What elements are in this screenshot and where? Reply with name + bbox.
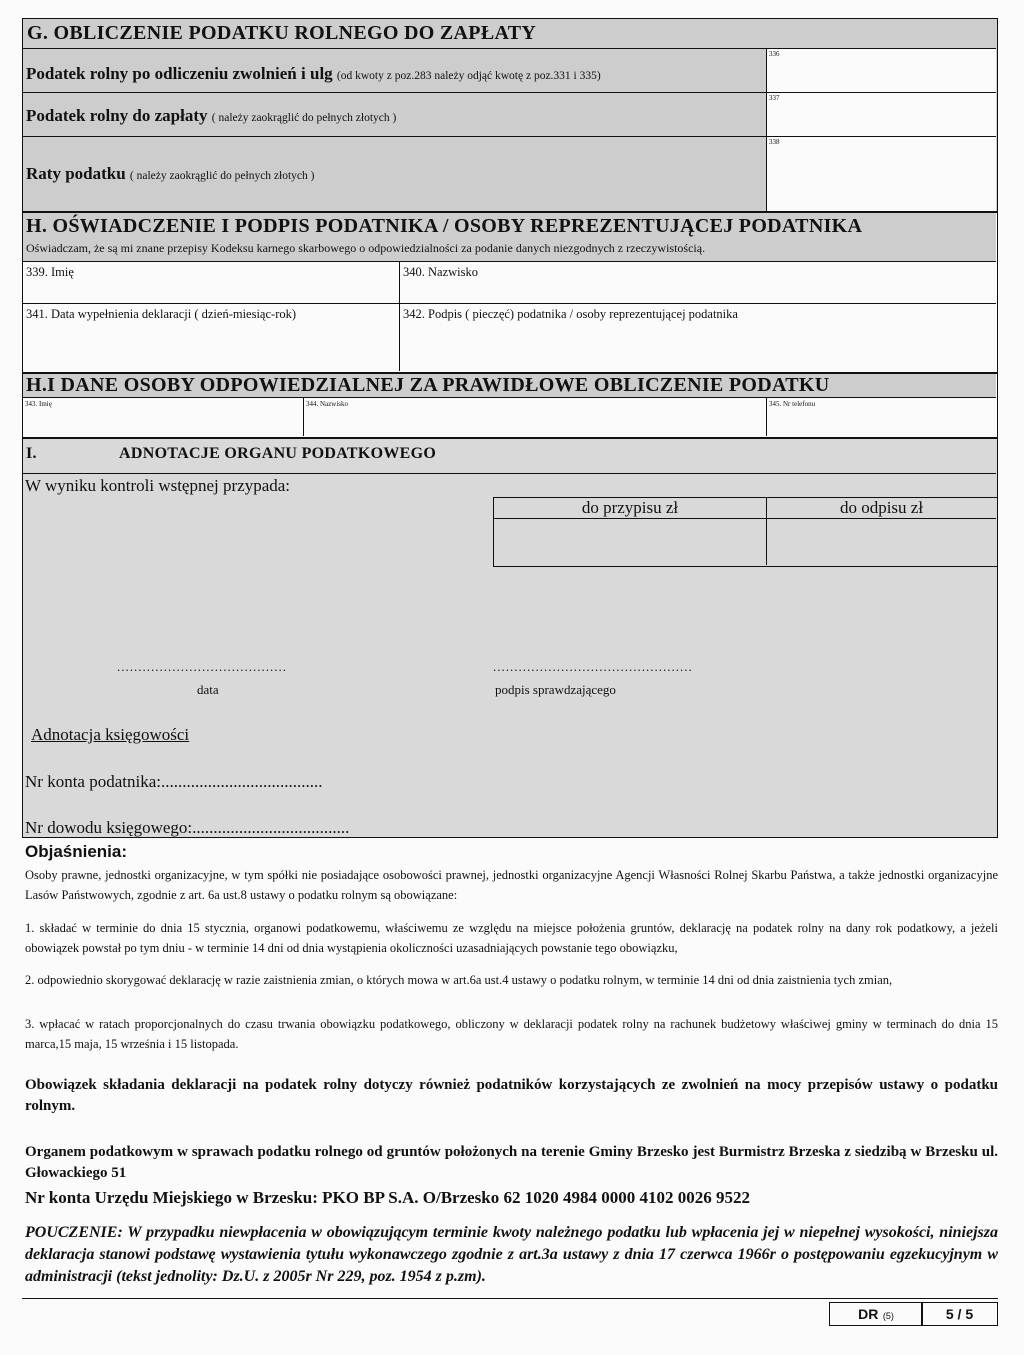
amounts-table (493, 497, 998, 567)
col-odpis-header: do odpisu zł (766, 498, 996, 518)
obligation-note: Obowiązek składania deklaracji na podatek rolny dotyczy również podatników korzystających ze zwolnień na mocy przepisów ustawy o podatku rolnym. (25, 1077, 998, 1114)
page-number: 5 / 5 (945, 1306, 974, 1322)
section-i-title-no: I. (26, 445, 37, 462)
field-344[interactable]: 344. Nazwisko (303, 397, 766, 436)
field-337-input[interactable]: 337 (766, 93, 996, 137)
section-h1-header (23, 374, 996, 397)
field-343[interactable]: 343. Imię (23, 397, 303, 436)
sign-label: podpis sprawdzającego (495, 682, 616, 697)
bottom-rule (22, 1298, 998, 1299)
sign-dots: ............................................... (493, 659, 693, 674)
form-code-box (829, 1302, 923, 1326)
date-label: data (197, 682, 219, 697)
control-label: W wyniku kontroli wstępnej przypada: (25, 476, 291, 495)
field-345[interactable]: 345. Nr telefonu (766, 397, 996, 436)
date-dots: ........................................ (117, 659, 287, 674)
row-338-label: Raty podatku ( należy zaokrąglić do pełnych złotych ) (26, 164, 315, 183)
explanations-point-2: 2. odpowiednio skorygować deklarację w razie zaistnienia zmian, o których mowa w art.6a ust.4 ustawy o podatku rolnym, w terminie 14 dni od dnia zaistnienia tych zmian, (25, 973, 893, 987)
przypis-amount-field[interactable] (494, 518, 766, 565)
section-g-title: G. OBLICZENIE PODATKU ROLNEGO DO ZAPŁATY (27, 22, 537, 44)
explanations-title: Objaśnienia: (25, 842, 128, 861)
authority-note: Organem podatkowym w sprawach podatku rolnego od gruntów położonych na terenie Gminy Brzesko jest Burmistrz Brzeska z siedzibą w Brzesku ul. Głowackiego 51 (25, 1144, 998, 1181)
form-sub: (5) (882, 1311, 894, 1321)
col-przypis-header: do przypisu zł (581, 498, 679, 517)
bank-account-note: Nr konta Urzędu Miejskiego w Brzesku: PKO BP S.A. O/Brzesko 62 1020 4984 0000 4102 0026 9522 (25, 1188, 750, 1207)
field-339[interactable]: 339. Imię (23, 261, 399, 303)
row-337-label: Podatek rolny do zapłaty ( należy zaokrąglić do pełnych złotych ) (26, 106, 397, 125)
section-h-header (23, 213, 996, 261)
row-336 (23, 48, 996, 92)
field-336-input[interactable]: 336 (766, 49, 996, 93)
section-i-divider (23, 473, 996, 474)
row-336-label: Podatek rolny po odliczeniu zwolnień i ulg (od kwoty z poz.283 należy odjąć kwotę z poz.331 i 335) (26, 64, 601, 83)
field-338-input[interactable]: 338 (766, 137, 996, 211)
accounting-annotation-label: Adnotacja księgowości (31, 725, 190, 744)
row-337 (23, 92, 996, 136)
section-h1-title: H.I DANE OSOBY ODPOWIEDZIALNEJ ZA PRAWIDŁOWE OBLICZENIE PODATKU (26, 374, 830, 396)
document-number-line: Nr dowodu księgowego:..................................... (25, 818, 350, 837)
section-h-statement: Oświadczam, że są mi znane przepisy Kodeksu karnego skarbowego o odpowiedzialności za podanie danych niezgodnych z rzeczywistością. (26, 241, 706, 255)
account-number-line: Nr konta podatnika:...................................... (25, 772, 323, 791)
field-341[interactable]: 341. Data wypełnienia deklaracji ( dzień-miesiąc-rok) (23, 303, 399, 371)
field-340[interactable]: 340. Nazwisko (399, 261, 996, 303)
section-h1 (22, 373, 998, 438)
section-g (22, 18, 998, 212)
pouczenie-note: POUCZENIE: W przypadku niewpłacenia w obowiązującym terminie kwoty należnego podatku lub wpłacenia jej w niepełnej wysokości, niniejsza deklaracja stanowi podstawę wystawienia tytułu wykonawczego zgodnie z art.3a ustawy z dnia 17 czerwca 1966r o postępowaniu egzekucyjnym w administracji (tekst jednolity: Dz.U. z 2005r Nr 229, poz. 1954 z p.zm). (25, 1224, 998, 1285)
field-342[interactable]: 342. Podpis ( pieczęć) podatnika / osoby reprezentującej podatnika (399, 303, 996, 371)
section-h-title: H. OŚWIADCZENIE I PODPIS PODATNIKA / OSOBY REPREZENTUJĄCEJ PODATNIKA (26, 215, 863, 237)
explanations-intro: Osoby prawne, jednostki organizacyjne, w tym spółki nie posiadające osobowości prawnej, jednostki organizacyjne Agencji Własności Rolnej Skarbu Państwa, a także jednostki organizacyjne Lasów Państwowych, zgodnie z art. 6a ust.8 ustawy o podatku rolnym są obowiązane: (25, 868, 998, 902)
form-code: DR (858, 1306, 879, 1322)
explanations-point-1: 1. składać w terminie do dnia 15 stycznia, organowi podatkowemu, właściwemu ze względu na miejsce położenia gruntów, deklarację na podatek rolny na dany rok podatkowy, a jeżeli obowiązek powstał po tym dniu - w terminie 14 dni od dnia wystąpienia okoliczności uzasadniających powstanie tego obowiązku, (25, 921, 998, 955)
page-number-box (921, 1302, 998, 1326)
section-i (22, 438, 998, 838)
explanations-point-3: 3. wpłacać w ratach proporcjonalnych do czasu trwania obowiązku podatkowego, obliczony w deklaracji podatek rolny na rachunek budżetowy właściwej gminy w terminach do dnia 15 marca,15 maja, 15 września i 15 listopada. (25, 1017, 998, 1051)
odpis-amount-field[interactable] (766, 518, 996, 565)
section-h (22, 212, 998, 373)
section-i-title: ADNOTACJE ORGANU PODATKOWEGO (119, 445, 437, 462)
row-338 (23, 136, 996, 210)
